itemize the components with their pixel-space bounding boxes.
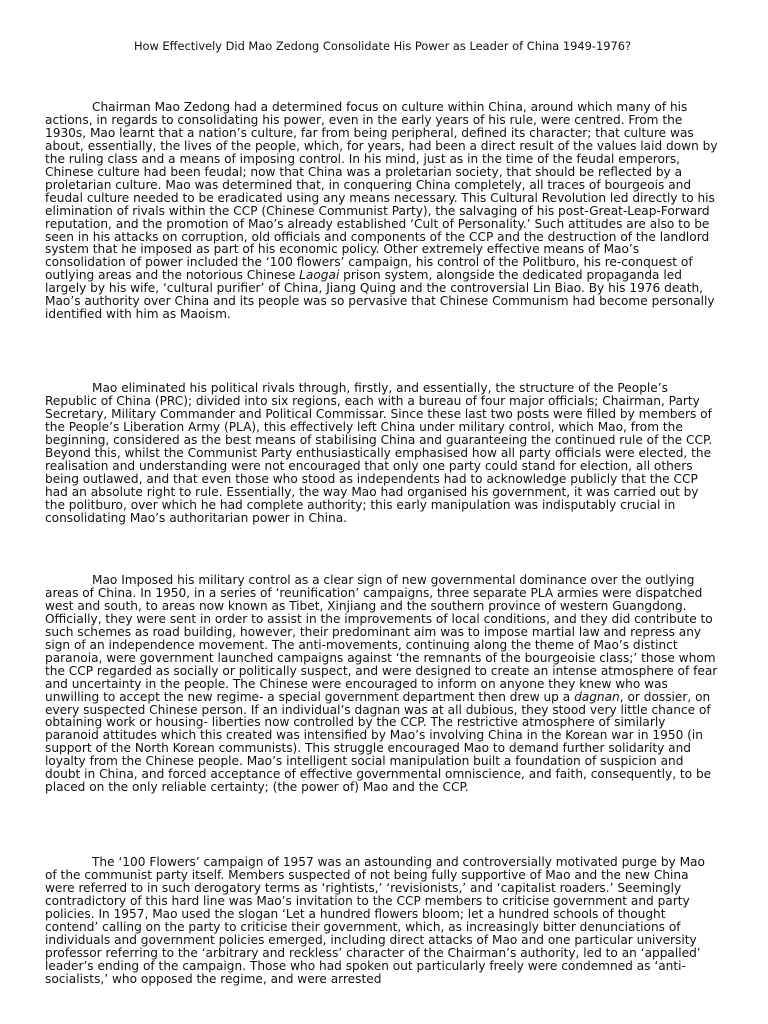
paragraph-text: prison system, alongside the dedicated propaganda led largely by his wife, ‘cultural purifier’ of China, Jiang Quing and the controversial Lin Biao. By his 1976 death, Mao’s authority over China and its people was so pervasive that Chinese Communism had become personally identified with him as Maoism. bbox=[45, 268, 715, 322]
document-page bbox=[45, 0, 720, 1024]
paragraph-text: Mao eliminated his political rivals through, firstly, and essentially, the structure of the People’s Republic of China (PRC); divided into six regions, each with a bureau of four major officials; Chairman, Party Secretary, Military Commander and Political Commissar. Since these last two posts were filled by members of the People’s Liberation Army (PLA), this effectively left China under military control, which Mao, from the beginning, considered as the best means of stabilising China and guaranteeing the continued rule of the CCP. Beyond this, whilst the Communist Party enthusiastically emphasised how all party officials were elected, the realisation and understanding were not encouraged that only one party could stand for election, all others being outlawed, and that even those who stood as independents had to acknowledge publicly that the CCP had an absolute right to rule. Essentially, the way Mao had organised his government, it was carried out by the politburo, over which he had complete authority; this early manipulation was indisputably crucial in consolidating Mao’s authoritarian power in China. bbox=[45, 381, 713, 525]
paragraph-text: The ‘100 Flowers’ campaign of 1957 was an astounding and controversially motivated purge by Mao of the communist party itself. Members suspected of not being fully supportive of Mao and the new China were referred to in such derogatory terms as ‘rightists,’ ‘revisionists,’ and ‘capitalist roaders.’ Seemingly contradictory of this hard line was Mao’s invitation to the CCP members to criticise government and party policies. In 1957, Mao used the slogan ‘Let a hundred flowers bloom; let a hundred schools of thought contend’ calling on the party to criticise their government, which, as increasingly bitter denunciations of individuals and government policies emerged, including direct attacks of Mao and one particular university professor referring to the ‘arbitrary and reckless’ character of the Chairman’s authority, led to an ‘appalled’ leader’s ending of the campaign. Those who had spoken out particularly freely were condemned as ‘anti-socialists,’ who opposed the regime, and were arrested bbox=[45, 855, 705, 986]
paragraph-culture bbox=[45, 101, 720, 321]
paragraph-political-rivals bbox=[45, 382, 720, 524]
paragraph-text: Chairman Mao Zedong had a determined focus on culture within China, around which many of his actions, in regards to consolidating his power, even in the early years of his rule, were centred. From the 1930s, Mao learnt that a nation’s culture, far from being peripheral, defined its character; that culture was about, essentially, the lives of the people, which, for years, had been a direct result of the values laid down by the ruling class and a means of imposing control. In his mind, just as in the time of the feudal emperors, Chinese culture had been feudal; now that China was a proletarian society, that should be reflected by a proletarian culture. Mao was determined that, in conquering China completely, all traces of bourgeois and feudal culture needed to be eradicated using any means necessary. This Cultural Revolution led directly to his elimination of rivals within the CCP (Chinese Communist Party), the salvaging of his post-Great-Leap-Forward reputation, and the promotion of Mao’s already established ‘Cult of Personality.’ Such attitudes are also to be seen in his attacks on corruption, old officials and components of the CCP and the destruction of the landlord system that he imposed as part of his economic policy. Other extremely effective means of Mao’s consolidation of power included the ‘100 flowers’ campaign, his control of the Politburo, his re-conquest of outlying areas and the notorious Chinese bbox=[45, 100, 718, 283]
document-title: How Effectively Did Mao Zedong Consolidate His Power as Leader of China 1949-1976? bbox=[133, 39, 632, 53]
paragraph-italic-term: Laogai bbox=[299, 268, 340, 283]
paragraph-text: Mao Imposed his military control as a clear sign of new governmental dominance over the outlying areas of China. In 1950, in a series of ‘reunification’ campaigns, three separate PLA armies were dispatched west and south, to areas now known as Tibet, Xinjiang and the southern province of western Guangdong. Officially, they were sent in order to assist in the improvements of local conditions, and they did contribute to such schemes as road building, however, their predominant aim was to impose martial law and repress any sign of an independence movement. The anti-movements, continuing along the theme of Mao’s distinct paranoia, were government launched campaigns against ‘the remnants of the bourgeoisie class;’ those whom the CCP regarded as socially or politically suspect, and were designed to create an intense atmosphere of fear and uncertainty in the people. The Chinese were encouraged to inform on anyone they knew who was unwilling to accept the new regime- a special government department then drew up a bbox=[45, 573, 718, 704]
paragraph-military-control bbox=[45, 574, 720, 794]
paragraph-italic-term: dagnan bbox=[574, 689, 620, 704]
paragraph-100-flowers bbox=[45, 856, 720, 986]
paragraph-text: , or dossier, on every suspected Chinese person. If an individual’s dagnan was at all dubious, they stood very little chance of obtaining work or housing- liberties now controlled by the CCP. The restrictive atmosphere of similarly paranoid attitudes which this created was intensified by Mao’s involving China in the Korean war in 1950 (in support of the North Korean communists). This struggle encouraged Mao to demand further solidarity and loyalty from the Chinese people. Mao’s intelligent social manipulation built a foundation of suspicion and doubt in China, and forced acceptance of effective governmental omniscience, and faith, consequently, to be placed on the only reliable certainty; (the power of) Mao and the CCP. bbox=[45, 689, 712, 795]
